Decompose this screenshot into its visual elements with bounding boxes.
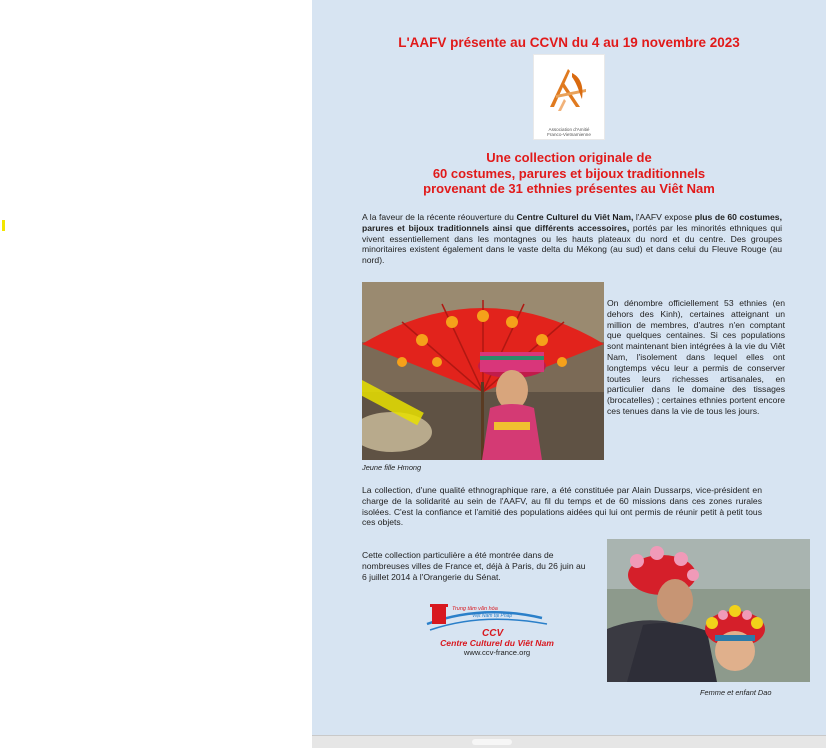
viewer-left-margin	[0, 0, 312, 747]
ccv-name: Centre Culturel du Viêt Nam	[440, 638, 554, 648]
highlight-mark	[2, 220, 5, 231]
document-page	[312, 0, 826, 735]
title-line1: Une collection originale de	[486, 150, 652, 165]
headline: L'AAFV présente au CCVN du 4 au 19 novembre 2023	[398, 35, 740, 50]
ccv-url: www.ccv-france.org	[463, 648, 531, 657]
dao-woman-child-photo	[607, 539, 810, 682]
aafv-logo	[533, 54, 605, 140]
ccv-small-line2: Việt Nam tại Pháp	[472, 613, 513, 619]
bottom-toolbar[interactable]	[312, 735, 826, 748]
intro-text-3: portés par les minorités ethniques qui vivent essentiellement dans les montagnes ou les hauts plateaux du nord et du centre. Des groupes minoritaires existent également dans le vaste delta du Mékong (au sud) et dans celui du Fleuve Rouge (au nord).	[362, 222, 783, 266]
logo-caption-line2: Franco-Vietnamienne	[547, 132, 591, 137]
photo1-caption: Jeune fille Hmong	[362, 463, 422, 472]
intro-paragraph	[362, 212, 782, 266]
collection-paragraph: La collection, d'une qualité ethnographique rare, a été constituée par Alain Dussarps, vice-président en charge de la solidarité au sein de l'AAFV, au fil du temps et de 60 missions dans ces zones rurales isolées. C'est la confiance et l'amitié des populations aidées qui lui ont permis de réunir petit à petit tous ces objets.	[362, 485, 762, 528]
scroll-thumb[interactable]	[472, 739, 512, 745]
intro-strong-ccvn: Centre Culturel du Viêt Nam,	[516, 212, 634, 222]
intro-strong-collection: plus de 60 costumes, parures et bijoux traditionnels ainsi que différents accessoires,	[362, 212, 782, 233]
exhibition-history-paragraph: Cette collection particulière a été montrée dans de nombreuses villes de France et, déjà à Paris, du 26 juin au 6 juillet 2014 à l'Orangerie du Sénat.	[362, 550, 586, 582]
photo2-caption: Femme et enfant Dao	[700, 688, 772, 697]
logo-caption-line1: Association d'Amitié	[548, 127, 590, 132]
ethnies-paragraph: On dénombre officiellement 53 ethnies (en dehors des Kinh), certaines atteignant un million de membres, d'autres n'en comptant que quelques centaines. Si ces populations sont maintenant bien intégrées à la vie du Viêt Nam, l'isolement dans lequel elles ont longtemps vécu leur a permis de conserver toutes leurs richesses artisanales, en particulier dans le domaine des tissages (brocatelles) ; certaines ethnies portent encore ces tenues dans la vie de tous les jours.	[607, 298, 785, 416]
intro-text-2: l'AAFV expose	[633, 212, 695, 222]
aafv-logo-icon	[534, 55, 604, 125]
title-line3: provenant de 31 ethnies présentes au Viêt Nam	[423, 181, 715, 196]
hmong-girl-photo	[362, 282, 604, 460]
collection-title	[312, 150, 826, 197]
ccv-small-line1: Trung tâm văn hóa	[452, 606, 498, 612]
ccv-logo-icon	[422, 600, 572, 638]
intro-text-1: A la faveur de la récente réouverture du	[362, 212, 517, 222]
ccv-logo	[422, 600, 572, 662]
ccv-abbr: CCV	[482, 628, 504, 638]
title-line2: 60 costumes, parures et bijoux traditionnels	[432, 165, 706, 181]
